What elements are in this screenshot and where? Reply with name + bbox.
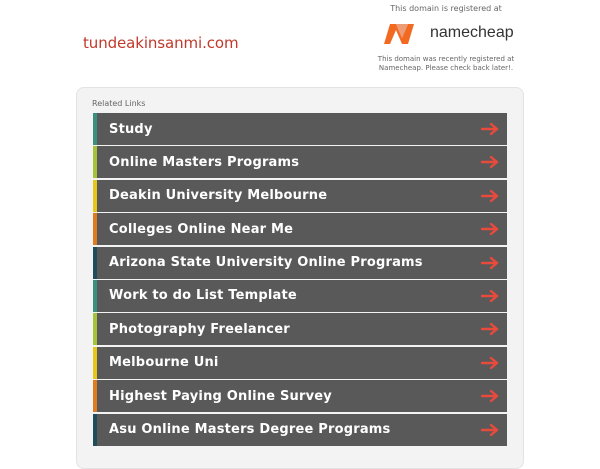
related-link-label: Study xyxy=(109,121,153,137)
arrow-right-icon xyxy=(481,189,499,203)
related-link-item[interactable] xyxy=(93,180,507,212)
arrow-right-icon xyxy=(481,256,499,270)
related-link-item[interactable] xyxy=(93,414,507,446)
related-link-label: Photography Freelancer xyxy=(109,321,290,337)
related-link-item[interactable] xyxy=(93,247,507,279)
related-link-item[interactable] xyxy=(93,113,507,145)
related-links-list xyxy=(93,113,507,447)
related-link-item[interactable] xyxy=(93,280,507,312)
header xyxy=(0,0,600,80)
arrow-right-icon xyxy=(481,423,499,437)
arrow-right-icon xyxy=(481,322,499,336)
related-links-label: Related Links xyxy=(92,99,146,108)
related-link-label: Asu Online Masters Degree Programs xyxy=(109,422,391,438)
related-link-item[interactable] xyxy=(93,146,507,178)
arrow-right-icon xyxy=(481,389,499,403)
domain-title[interactable]: tundeakinsanmi.com xyxy=(83,34,239,52)
related-link-item[interactable] xyxy=(93,313,507,345)
arrow-right-icon xyxy=(481,289,499,303)
arrow-right-icon xyxy=(481,222,499,236)
registrar-name[interactable]: namecheap xyxy=(430,24,514,41)
related-link-label: Online Masters Programs xyxy=(109,154,300,170)
related-link-label: Work to do List Template xyxy=(109,288,297,304)
related-link-item[interactable] xyxy=(93,347,507,379)
related-link-item[interactable] xyxy=(93,213,507,245)
related-link-label: Deakin University Melbourne xyxy=(109,188,328,204)
arrow-right-icon xyxy=(481,122,499,136)
related-link-label: Melbourne Uni xyxy=(109,355,219,371)
related-link-item[interactable] xyxy=(93,380,507,412)
related-link-label: Colleges Online Near Me xyxy=(109,221,294,237)
related-links-panel xyxy=(76,87,524,469)
arrow-right-icon xyxy=(481,356,499,370)
related-link-label: Arizona State University Online Programs xyxy=(109,255,423,271)
related-link-label: Highest Paying Online Survey xyxy=(109,388,332,404)
arrow-right-icon xyxy=(481,155,499,169)
registered-at-text: This domain is registered at xyxy=(390,4,502,13)
registered-note: This domain was recently registered at Namecheap. Please check back later!. xyxy=(377,55,515,72)
